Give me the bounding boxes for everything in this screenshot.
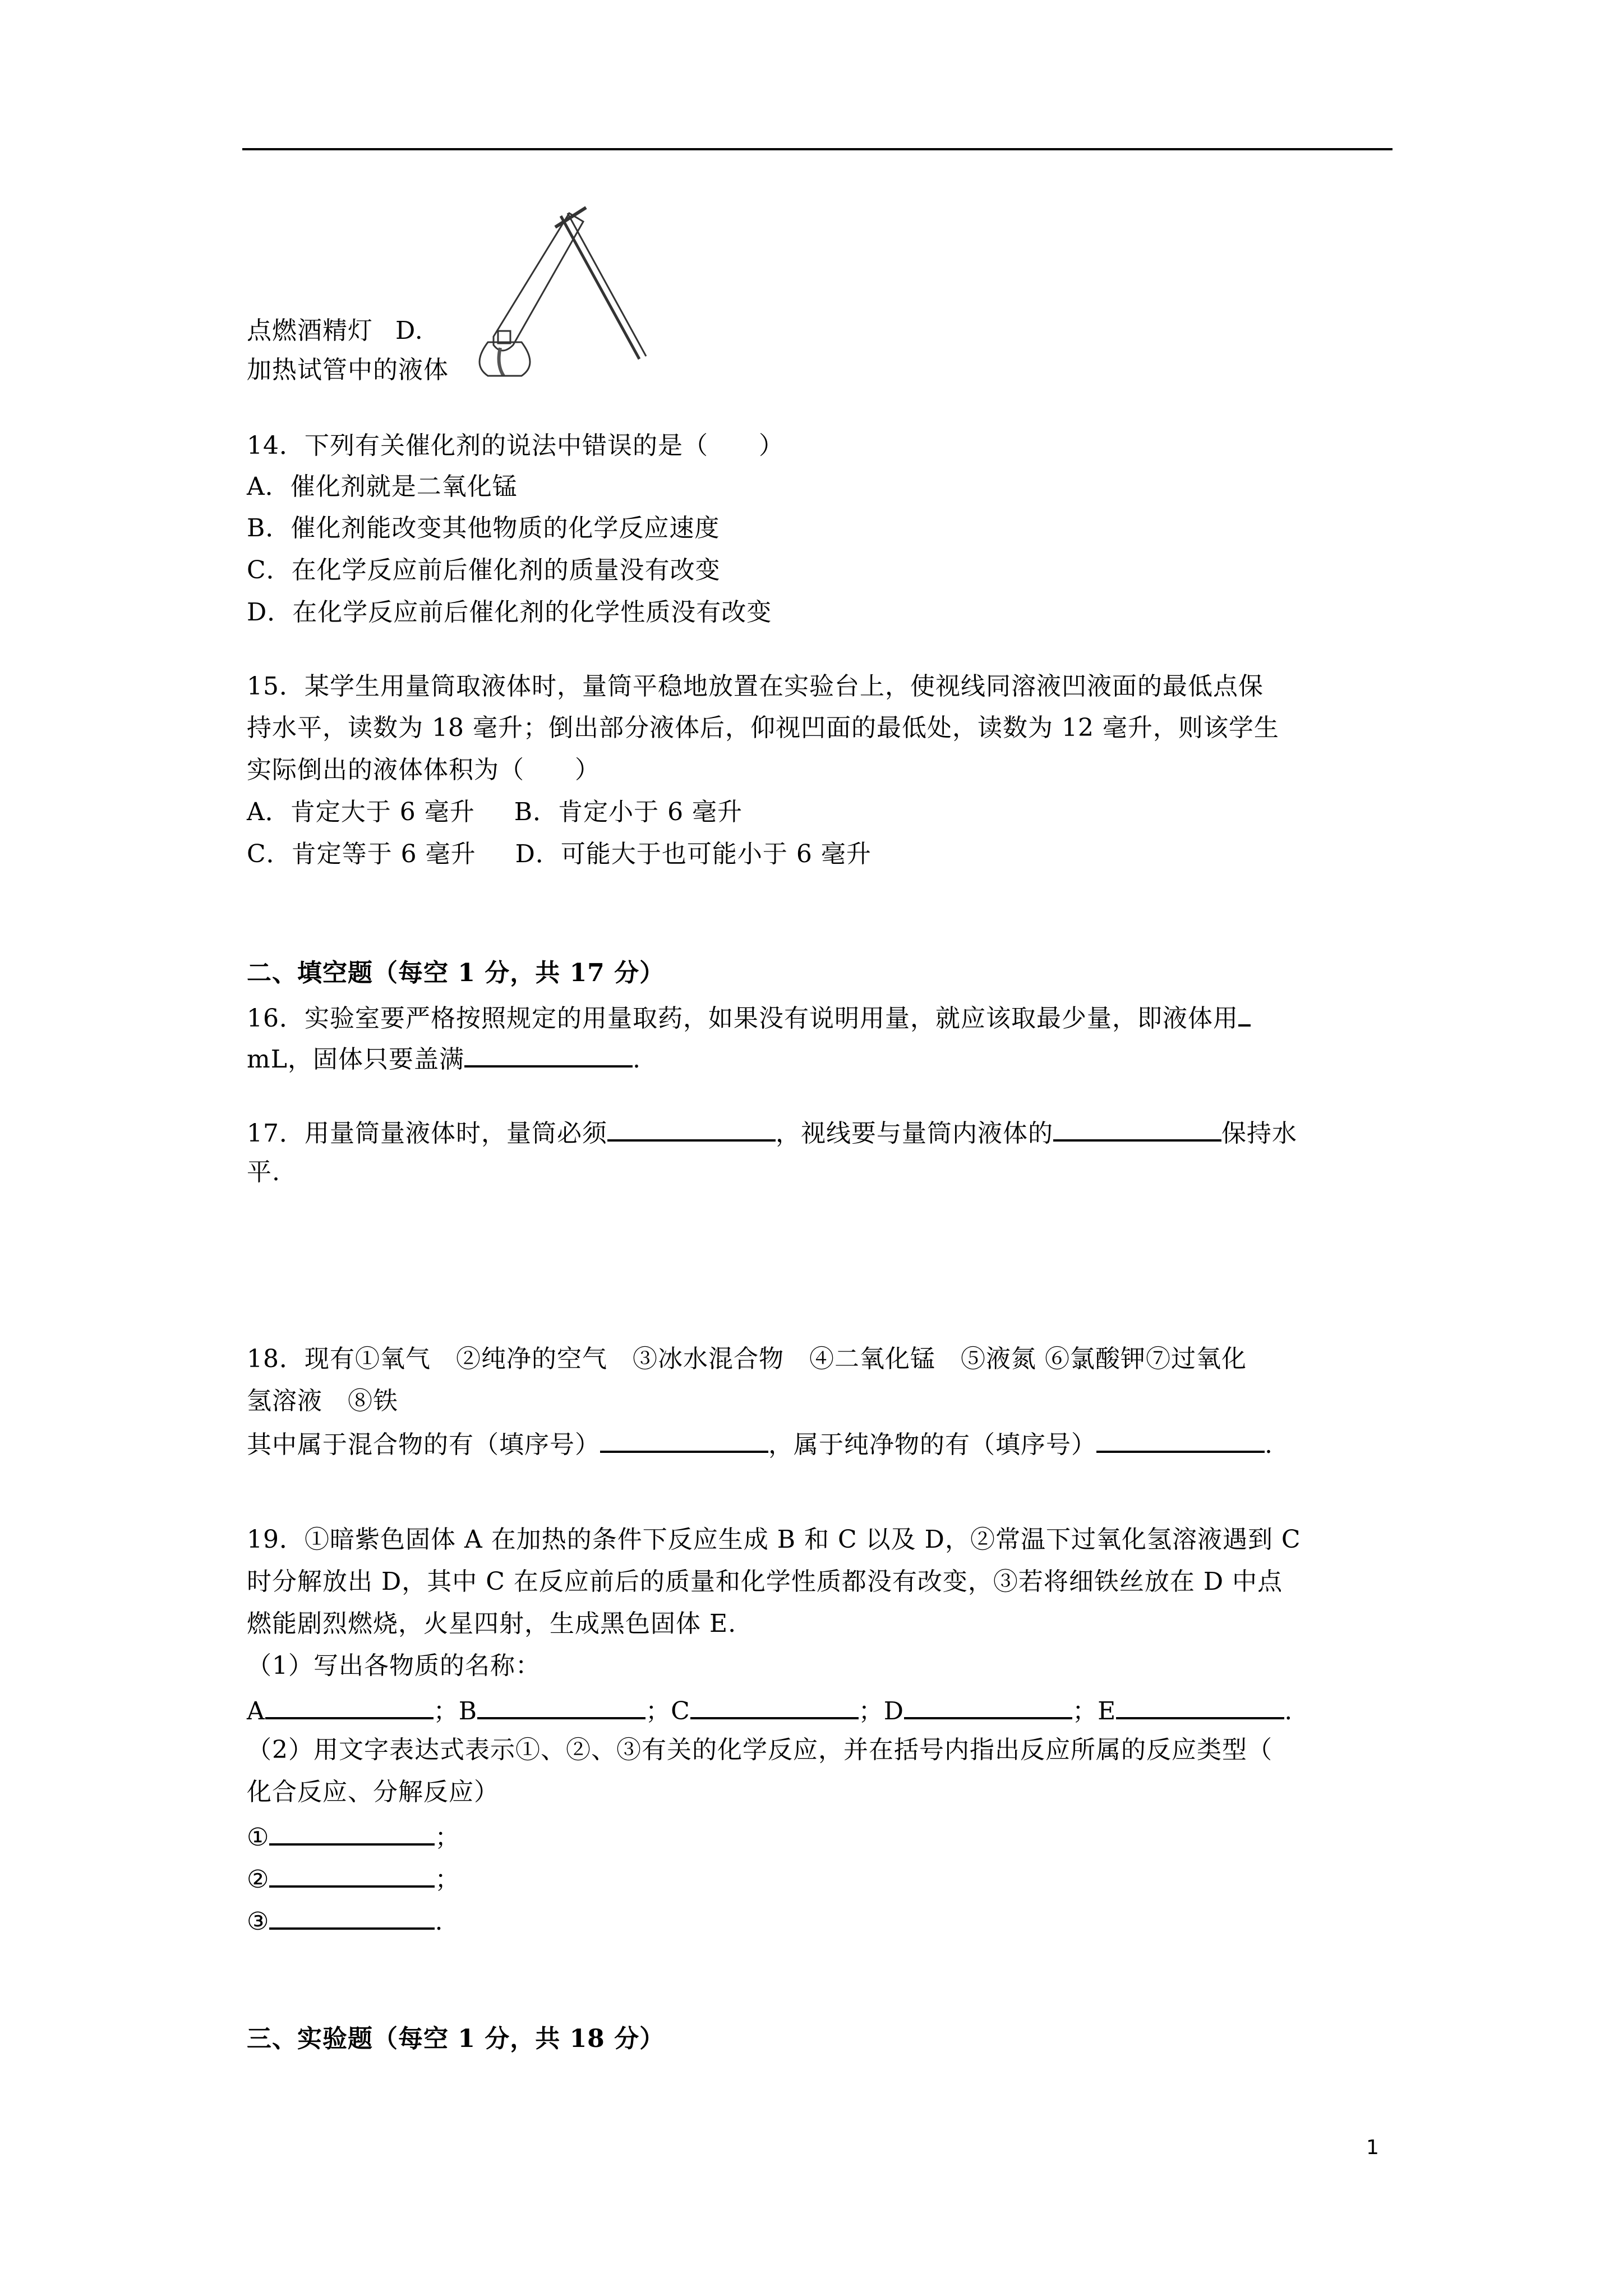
- q17-blank-1[interactable]: [607, 1114, 776, 1142]
- q14-option-b: B．催化剂能改变其他物质的化学反应速度: [247, 514, 720, 542]
- q16-line1: [247, 999, 1251, 1036]
- q19-blank-c[interactable]: [690, 1691, 859, 1719]
- test-tube-heating-apparatus-image: [471, 196, 656, 381]
- header-rule: [242, 148, 1393, 150]
- q18-line2: 氢溶液 ⑧铁: [247, 1387, 398, 1415]
- q19-names-end: .: [1284, 1697, 1293, 1726]
- q19-reaction-3-mark: ③: [247, 1907, 270, 1936]
- q18-blank-mixture[interactable]: [600, 1425, 768, 1453]
- q19-name-a-label: A: [247, 1697, 265, 1726]
- q13-c-label: 点燃酒精灯: [247, 316, 373, 345]
- q16-text1: 16．实验室要严格按照规定的用量取药，如果没有说明用量，就应该取最少量，即液体用: [247, 1004, 1238, 1033]
- q19-reaction-1-mark: ①: [247, 1823, 270, 1852]
- q14-option-d: D．在化学反应前后催化剂的化学性质没有改变: [247, 598, 772, 627]
- q18-end: .: [1265, 1430, 1273, 1459]
- q17-text2: ，视线要与量筒内液体的: [776, 1119, 1053, 1148]
- q19-reaction-2-mark: ②: [247, 1865, 270, 1894]
- q17-line2: 平.: [247, 1158, 280, 1186]
- q16-line2: [247, 1039, 641, 1076]
- q19-sep-d: ；: [1072, 1697, 1098, 1726]
- q19-reaction-1: [247, 1818, 460, 1855]
- q18-pure-label: ，属于纯净物的有（填序号）: [768, 1430, 1096, 1459]
- q13-d-caption: 加热试管中的液体: [247, 356, 449, 384]
- q18-blank-pure[interactable]: [1096, 1425, 1265, 1453]
- q19-reaction-3-end: .: [435, 1907, 444, 1936]
- page-number: 1: [1366, 2136, 1379, 2159]
- q18-line3: [247, 1425, 1273, 1462]
- q15-option-d: D．可能大于也可能小于 6 毫升: [515, 840, 872, 868]
- q19-blank-reaction-1[interactable]: [269, 1818, 435, 1846]
- q19-reaction-2-end: ；: [435, 1865, 460, 1894]
- q19-sep-a: ；: [433, 1697, 459, 1726]
- section3-title: 三、实验题（每空 1 分，共 18 分）: [247, 2024, 665, 2053]
- q19-sub1: （1）写出各物质的名称：: [247, 1651, 541, 1680]
- q15-option-b: B．肯定小于 6 毫升: [514, 798, 743, 826]
- q15-stem-line2: 持水平，读数为 18 毫升；倒出部分液体后，仰视凹面的最低处，读数为 12 毫升，则该学生: [247, 714, 1279, 742]
- q17-text3: 保持水: [1221, 1119, 1297, 1148]
- q19-reaction-3: [247, 1902, 443, 1939]
- q14-option-c: C．在化学反应前后催化剂的质量没有改变: [247, 556, 721, 585]
- q13-d-label: D.: [395, 316, 423, 345]
- q19-blank-reaction-2[interactable]: [269, 1860, 435, 1888]
- q18-mixture-label: 其中属于混合物的有（填序号）: [247, 1430, 600, 1459]
- q14-stem: 14．下列有关催化剂的说法中错误的是（ ）: [247, 431, 784, 460]
- q19-names-row: [247, 1691, 1293, 1728]
- q19-reaction-2: [247, 1860, 460, 1897]
- q19-sub2-line1: （2）用文字表达式表示①、②、③有关的化学反应，并在括号内指出反应所属的反应类型（: [247, 1736, 1272, 1764]
- q17-blank-2[interactable]: [1053, 1114, 1221, 1142]
- q17-line1: [247, 1114, 1297, 1151]
- q15-option-a: A．肯定大于 6 毫升: [247, 798, 475, 826]
- q15-option-c: C．肯定等于 6 毫升: [247, 840, 476, 868]
- q18-line1: 18．现有①氧气 ②纯净的空气 ③冰水混合物 ④二氧化锰 ⑤液氮 ⑥氯酸钾⑦过氧化: [247, 1345, 1247, 1373]
- q19-name-d-label: D: [883, 1697, 905, 1726]
- q17-text1: 17．用量筒量液体时，量筒必须: [247, 1119, 607, 1148]
- q19-blank-e[interactable]: [1116, 1691, 1284, 1719]
- q16-blank-liquid[interactable]: [1238, 999, 1251, 1027]
- q19-line2: 时分解放出 D，其中 C 在反应前后的质量和化学性质都没有改变，③若将细铁丝放在 D 中点: [247, 1567, 1283, 1596]
- q16-text2: mL，固体只要盖满: [247, 1045, 464, 1074]
- q19-blank-reaction-3[interactable]: [269, 1902, 435, 1930]
- q19-sep-c: ；: [858, 1697, 884, 1726]
- q19-blank-b[interactable]: [477, 1691, 645, 1719]
- q19-name-c-label: C: [671, 1697, 690, 1726]
- q19-reaction-1-end: ；: [435, 1823, 460, 1852]
- section2-title: 二、填空题（每空 1 分，共 17 分）: [247, 959, 665, 987]
- q15-stem-line3: 实际倒出的液体体积为（ ）: [247, 756, 600, 784]
- q16-end: .: [632, 1045, 641, 1074]
- q15-stem-line1: 15．某学生用量筒取液体时，量筒平稳地放置在实验台上，使视线同溶液凹液面的最低点保: [247, 672, 1264, 701]
- q13-c-option-tail: [247, 314, 423, 348]
- q19-line1: 19．①暗紫色固体 A 在加热的条件下反应生成 B 和 C 以及 D，②常温下过氧化氢溶液遇到 C: [247, 1525, 1301, 1554]
- q19-blank-d[interactable]: [904, 1691, 1072, 1719]
- q19-sub2-line2: 化合反应、分解反应）: [247, 1778, 499, 1806]
- q19-line3: 燃能剧烈燃烧，火星四射，生成黑色固体 E.: [247, 1609, 737, 1638]
- q19-sep-b: ；: [645, 1697, 671, 1726]
- q16-blank-solid[interactable]: [464, 1039, 633, 1068]
- q19-name-e-label: E: [1098, 1697, 1117, 1726]
- q15-options-row2: [247, 838, 872, 871]
- q19-blank-a[interactable]: [265, 1691, 434, 1719]
- q19-name-b-label: B: [458, 1697, 478, 1726]
- q15-options-row1: [247, 795, 743, 829]
- q14-option-a: A．催化剂就是二氧化锰: [247, 472, 518, 501]
